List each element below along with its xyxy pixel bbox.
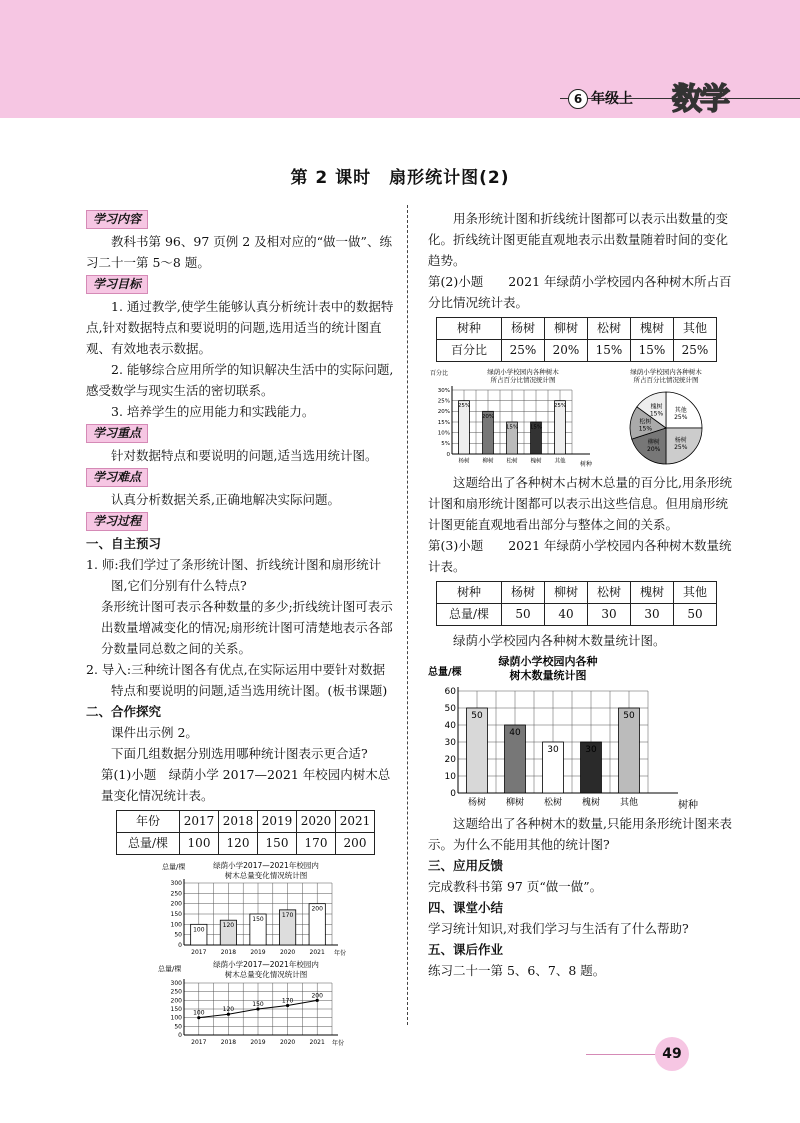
- table-cell: 2017: [180, 811, 219, 833]
- section-3-heading: 三、应用反馈: [428, 858, 504, 873]
- table-cell: 百分比: [437, 340, 502, 362]
- table-cell: 柳树: [545, 582, 588, 604]
- y-tick-label: 10%: [437, 430, 450, 437]
- table-cell: 树种: [437, 318, 502, 340]
- y-tick-label: 0: [450, 789, 456, 799]
- y-tick-label: 200: [170, 900, 182, 908]
- y-tick-label: 250: [170, 890, 182, 898]
- x-tick-label: 杨树: [458, 458, 470, 465]
- data-label: 25%: [457, 403, 471, 410]
- y-tick-label: 0: [446, 451, 450, 458]
- table-cell: 槐树: [631, 318, 674, 340]
- table-row: [437, 604, 717, 626]
- data-label: 150: [252, 916, 264, 923]
- table-cell: 15%: [588, 340, 631, 362]
- slice-value: 25%: [674, 443, 688, 451]
- y-tick-label: 300: [170, 880, 182, 887]
- y-tick-label: 150: [170, 911, 182, 918]
- y-tick-label: 250: [170, 988, 182, 996]
- chart-ylabel: 总量/棵: [162, 863, 186, 871]
- y-tick-label: 15%: [437, 419, 450, 426]
- slice-value: 25%: [674, 414, 688, 422]
- left-column: [86, 208, 394, 1047]
- y-tick-label: 20: [444, 755, 456, 765]
- slice-label: 松树: [639, 418, 652, 426]
- explore-3: 第(1)小题 绿荫小学 2017—2021 年校园内树木总量变化情况统计表。: [101, 767, 391, 803]
- data-label: 170: [281, 997, 294, 1005]
- grade-label: [568, 88, 633, 109]
- y-tick-label: 50: [444, 704, 456, 714]
- x-tick-label: 2019: [250, 1039, 266, 1046]
- table-cell: 40: [545, 604, 588, 626]
- x-tick-label: 2017: [191, 1039, 207, 1046]
- percent-charts: [428, 366, 732, 472]
- x-tick-label: 柳树: [482, 458, 494, 465]
- data-label: 30: [547, 745, 559, 755]
- x-tick-label: 其他: [619, 798, 639, 808]
- x-tick-label: 2020: [279, 1039, 296, 1046]
- right-text-6: 这题给出了各种树木的数量,只能用条形统计图来表示。为什么不能用其他的统计图?: [428, 816, 732, 852]
- table-cell: 2018: [219, 811, 258, 833]
- y-tick-label: 5%: [441, 441, 450, 448]
- explore-2: 下面几组数据分别选用哪种统计图表示更合适?: [111, 746, 368, 761]
- chart-title: 绿荫小学2017—2021年校园内: [213, 960, 319, 969]
- y-tick-label: 30: [444, 738, 456, 748]
- right-text-3: 这题给出了各种树木占树木总量的百分比,用条形统计图和扇形统计图都可以表示出这些信息。但用扇形统计图更能直观地看出部分与整体之间的关系。: [428, 475, 732, 532]
- data-label: 15%: [529, 424, 543, 431]
- x-tick-label: 2020: [279, 949, 296, 956]
- data-label: 170: [281, 911, 294, 919]
- data-label: 150: [252, 1001, 264, 1008]
- x-tick-label: 2017: [191, 949, 207, 956]
- y-tick-label: 200: [170, 997, 182, 1005]
- table-cell: 30: [588, 604, 631, 626]
- y-tick-label: 10: [444, 772, 456, 782]
- x-tick-label: 其他: [554, 458, 566, 465]
- lesson-title: 第 2 课时 扇形统计图(2): [290, 168, 510, 188]
- chart-title: 绿荫小学2017—2021年校园内: [213, 861, 319, 870]
- table-header-row: [437, 318, 717, 340]
- slice-label: 其他: [674, 407, 687, 415]
- y-tick-label: 30%: [437, 387, 450, 394]
- table-row: [117, 833, 375, 855]
- table-cell: 20%: [545, 340, 588, 362]
- chart-ylabel: 总量/棵: [428, 667, 462, 678]
- right-text-1: 用条形统计图和折线统计图都可以表示出数量的变化。折线统计图更能直观地表示出数量随着时间的变化趋势。: [428, 211, 729, 268]
- table-cell: 其他: [674, 582, 717, 604]
- table-row: [437, 340, 717, 362]
- right-text-9: 练习二十一第 5、6、7、8 题。: [428, 963, 606, 978]
- data-label: 20%: [481, 413, 495, 420]
- chart-ylabel: 百分比: [430, 370, 449, 377]
- chart-title-2: 树木总量变化情况统计图: [224, 871, 308, 880]
- page-number-rule: [586, 1054, 656, 1055]
- year-bar-chart: [156, 859, 346, 957]
- data-label: 120: [222, 1006, 235, 1014]
- data-label: 100: [193, 1009, 205, 1017]
- right-text-8: 学习统计知识,对我们学习与生活有了什么帮助?: [428, 921, 689, 936]
- table-cell: 25%: [502, 340, 545, 362]
- y-tick-label: 20%: [437, 409, 450, 416]
- x-tick-label: 2021: [309, 949, 325, 956]
- table-cell: 15%: [631, 340, 674, 362]
- explore-1: 课件出示例 2。: [111, 725, 198, 740]
- chart-title-2: 所占百分比情况统计图: [490, 376, 556, 384]
- chart-xunit: 树种: [580, 461, 593, 468]
- right-text-4: 第(3)小题 2021 年绿荫小学校园内各种树木数量统计表。: [428, 538, 732, 574]
- slice-value: 15%: [649, 410, 664, 418]
- tag-difficulty: 学习难点: [86, 468, 148, 487]
- data-label: 120: [222, 922, 235, 930]
- table-cell: 杨树: [502, 318, 545, 340]
- chart-title-2: 树木数量统计图: [509, 669, 587, 682]
- table-counts: [436, 581, 717, 626]
- percent-bar-chart: [428, 366, 598, 470]
- question-1: 1. 师:我们学过了条形统计图、折线统计图和扇形统计图,它们分别有什么特点?: [86, 557, 382, 593]
- tag-process: 学习过程: [86, 512, 148, 531]
- chart-xunit: 年份: [332, 1040, 345, 1047]
- data-label: 200: [311, 992, 323, 1000]
- y-tick-label: 60: [444, 687, 456, 697]
- difficulty-text: 认真分析数据关系,正确地解决实际问题。: [111, 492, 340, 507]
- table-cell: 槐树: [631, 582, 674, 604]
- y-tick-label: 0: [178, 942, 182, 949]
- goal-1: 1. 通过教学,使学生能够认真分析统计表中的数据特点,针对数据特点和要说明的问题,选用适当的统计图直观、有效地表示数据。: [86, 299, 394, 356]
- slice-label: 柳树: [647, 438, 660, 446]
- content-text: 教科书第 96、97 页例 2 及相对应的“做一做”、练习二十一第 5～8 题。: [86, 234, 392, 270]
- table-cell: 100: [180, 833, 219, 855]
- data-label: 30: [585, 745, 597, 755]
- answer-1: 条形统计图可表示各种数量的多少;折线统计图可表示出数量增减变化的情况;扇形统计图可清楚地表示各部分数量同总数之间的关系。: [101, 599, 393, 656]
- table-cell: 柳树: [545, 318, 588, 340]
- slice-label: 杨树: [674, 436, 687, 444]
- chart-title-2: 树木总量变化情况统计图: [224, 970, 308, 979]
- key-text: 针对数据特点和要说明的问题,适当选用统计图。: [111, 448, 378, 463]
- tag-goals: 学习目标: [86, 275, 148, 294]
- data-label: 200: [311, 905, 323, 913]
- data-label: 25%: [553, 403, 567, 410]
- grade-text: 年级上: [591, 91, 633, 107]
- slice-value: 20%: [647, 445, 661, 453]
- right-column: [428, 208, 732, 981]
- y-tick-label: 50: [174, 931, 182, 939]
- y-tick-label: 0: [178, 1032, 182, 1039]
- x-tick-label: 2019: [250, 949, 266, 956]
- y-tick-label: 25%: [437, 398, 450, 405]
- table-cell: 其他: [674, 318, 717, 340]
- chart-ylabel: 总量/棵: [158, 965, 182, 973]
- table-cell: 2019: [258, 811, 297, 833]
- table-cell: 2020: [297, 811, 336, 833]
- table-cell: 170: [297, 833, 336, 855]
- x-tick-label: 2018: [220, 949, 237, 956]
- data-label: 40: [509, 728, 521, 738]
- x-tick-label: 槐树: [581, 798, 601, 808]
- y-tick-label: 100: [170, 921, 182, 929]
- y-tick-label: 40: [444, 721, 456, 731]
- data-label: 100: [193, 926, 205, 934]
- x-tick-label: 柳树: [505, 798, 525, 808]
- data-label: 15%: [505, 424, 519, 431]
- table-header-row: [117, 811, 375, 833]
- x-tick-label: 2021: [309, 1039, 325, 1046]
- y-tick-label: 300: [170, 980, 182, 987]
- data-label: 50: [471, 711, 483, 721]
- y-tick-label: 100: [170, 1014, 182, 1022]
- section-2-heading: 二、合作探究: [86, 704, 162, 719]
- chart-title-2: 所占百分比情况统计图: [633, 376, 699, 384]
- table-cell: 200: [336, 833, 375, 855]
- section-4-heading: 四、课堂小结: [428, 900, 504, 915]
- table-cell: 总量/棵: [117, 833, 180, 855]
- slice-label: 槐树: [650, 403, 663, 411]
- chart-xunit: 年份: [334, 950, 346, 957]
- table-header-row: [437, 582, 717, 604]
- year-line-chart: [156, 959, 346, 1047]
- grade-number: 6: [568, 89, 588, 109]
- table-cell: 50: [502, 604, 545, 626]
- chart-title: 绿荫小学校园内各种树木: [630, 368, 702, 376]
- tag-key: 学习重点: [86, 424, 148, 443]
- table-percent: [436, 317, 717, 362]
- slice-value: 15%: [638, 425, 653, 433]
- tag-content: 学习内容: [86, 210, 148, 229]
- table-cell: 总量/棵: [437, 604, 502, 626]
- table-cell: 树种: [437, 582, 502, 604]
- count-bar-chart: [428, 653, 698, 813]
- table-cell: 150: [258, 833, 297, 855]
- page-number: 49: [655, 1037, 689, 1071]
- x-tick-label: 松树: [506, 458, 518, 465]
- x-tick-label: 槐树: [530, 458, 542, 465]
- table-cell: 松树: [588, 318, 631, 340]
- subject-logo: 数学: [672, 82, 728, 117]
- x-tick-label: 杨树: [467, 798, 487, 808]
- data-label: 50: [623, 711, 635, 721]
- x-tick-label: 松树: [543, 798, 563, 808]
- table-cell: 2021: [336, 811, 375, 833]
- y-tick-label: 150: [170, 1006, 182, 1013]
- section-5-heading: 五、课后作业: [428, 942, 504, 957]
- right-text-2: 第(2)小题 2021 年绿荫小学校园内各种树木所占百分比情况统计表。: [428, 274, 732, 310]
- table-cell: 30: [631, 604, 674, 626]
- y-tick-label: 50: [174, 1023, 182, 1031]
- table-cell: 25%: [674, 340, 717, 362]
- table-cell: 年份: [117, 811, 180, 833]
- question-2: 2. 导入:三种统计图各有优点,在实际运用中要针对数据特点和要说明的问题,适当选用统计图。(板书课题): [86, 662, 388, 698]
- chart-xunit: 树种: [678, 800, 698, 811]
- table-cell: 杨树: [502, 582, 545, 604]
- goal-2: 2. 能够综合应用所学的知识解决生活中的实际问题,感受数学与现实生活的密切联系。: [86, 362, 394, 398]
- table-year-totals: [116, 810, 375, 855]
- percent-pie-chart: [606, 366, 726, 470]
- right-text-7: 完成教科书第 97 页“做一做”。: [428, 879, 603, 894]
- chart-title: 绿荫小学校园内各种: [498, 655, 598, 668]
- goal-3: 3. 培养学生的应用能力和实践能力。: [111, 404, 315, 419]
- x-tick-label: 2018: [220, 1039, 237, 1046]
- table-cell: 120: [219, 833, 258, 855]
- right-text-5: 绿荫小学校园内各种树木数量统计图。: [453, 633, 666, 648]
- table-cell: 松树: [588, 582, 631, 604]
- section-1-heading: 一、自主预习: [86, 536, 162, 551]
- chart-title: 绿荫小学校园内各种树木: [487, 368, 559, 376]
- column-divider: [407, 205, 408, 1025]
- table-cell: 50: [674, 604, 717, 626]
